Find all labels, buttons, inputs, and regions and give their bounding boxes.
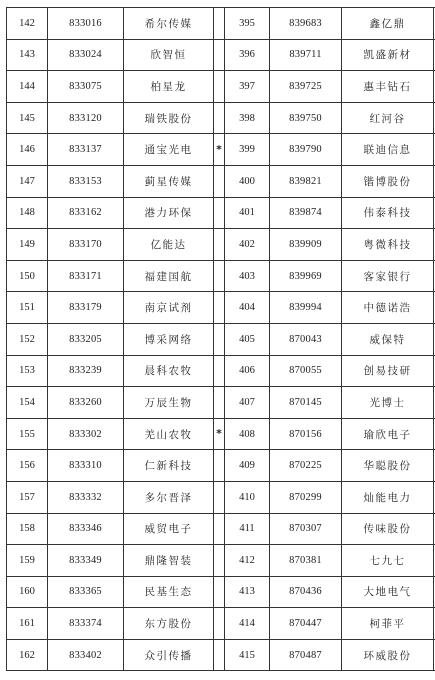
left-serial-number: 152: [7, 323, 48, 355]
right-company-name: 光博士: [342, 387, 434, 419]
table-row: [7, 513, 435, 545]
left-company-name: 多尔晋泽: [124, 481, 214, 513]
right-company-name: 创易技研: [342, 355, 434, 387]
left-stock-code: 833346: [48, 513, 124, 545]
left-company-name: 福建国航: [124, 260, 214, 292]
left-stock-code: 833260: [48, 387, 124, 419]
table-row: [7, 608, 435, 640]
right-company-name: 柯菲平: [342, 608, 434, 640]
left-company-name: 蓟星传媒: [124, 165, 214, 197]
right-serial-number: 395: [225, 8, 270, 40]
left-mark: [214, 71, 225, 103]
left-company-name: 欣智恒: [124, 39, 214, 71]
right-serial-number: 407: [225, 387, 270, 419]
right-serial-number: 408: [225, 418, 270, 450]
right-serial-number: 412: [225, 545, 270, 577]
right-company-name: 中德诺浩: [342, 292, 434, 324]
left-serial-number: 160: [7, 576, 48, 608]
left-company-name: 南京试剂: [124, 292, 214, 324]
left-stock-code: 833239: [48, 355, 124, 387]
right-stock-code: 839909: [270, 229, 342, 261]
left-mark: [214, 197, 225, 229]
table-row: [7, 545, 435, 577]
right-serial-number: 402: [225, 229, 270, 261]
right-stock-code: 870055: [270, 355, 342, 387]
left-mark: [214, 576, 225, 608]
right-company-name: 惠丰钻石: [342, 71, 434, 103]
left-mark: [214, 608, 225, 640]
right-company-name: 环威股份: [342, 639, 434, 671]
left-stock-code: 833332: [48, 481, 124, 513]
left-company-name: 亿能达: [124, 229, 214, 261]
left-mark: [214, 513, 225, 545]
left-mark: [214, 450, 225, 482]
left-mark: [214, 639, 225, 671]
left-serial-number: 148: [7, 197, 48, 229]
left-serial-number: 149: [7, 229, 48, 261]
left-serial-number: 156: [7, 450, 48, 482]
left-company-name: 希尔传媒: [124, 8, 214, 40]
left-serial-number: 158: [7, 513, 48, 545]
right-stock-code: 839683: [270, 8, 342, 40]
right-stock-code: 839969: [270, 260, 342, 292]
table-row: [7, 39, 435, 71]
left-serial-number: 161: [7, 608, 48, 640]
left-stock-code: 833374: [48, 608, 124, 640]
left-company-name: 仁新科技: [124, 450, 214, 482]
left-company-name: 羌山农牧: [124, 418, 214, 450]
right-company-name: 灿能电力: [342, 481, 434, 513]
right-serial-number: 396: [225, 39, 270, 71]
left-stock-code: 833075: [48, 71, 124, 103]
right-serial-number: 403: [225, 260, 270, 292]
table-row: [7, 481, 435, 513]
right-stock-code: 839874: [270, 197, 342, 229]
table-row: [7, 8, 435, 40]
left-company-name: 港力环保: [124, 197, 214, 229]
left-stock-code: 833153: [48, 165, 124, 197]
table-row: [7, 134, 435, 166]
right-stock-code: 870299: [270, 481, 342, 513]
right-company-name: 锴博股份: [342, 165, 434, 197]
left-mark: [214, 387, 225, 419]
left-serial-number: 159: [7, 545, 48, 577]
left-serial-number: 157: [7, 481, 48, 513]
left-mark: [214, 165, 225, 197]
table-row: [7, 71, 435, 103]
left-stock-code: 833302: [48, 418, 124, 450]
left-serial-number: 146: [7, 134, 48, 166]
left-stock-code: 833170: [48, 229, 124, 261]
left-stock-code: 833310: [48, 450, 124, 482]
left-serial-number: 153: [7, 355, 48, 387]
right-stock-code: 839994: [270, 292, 342, 324]
left-serial-number: 143: [7, 39, 48, 71]
right-company-name: 粤微科技: [342, 229, 434, 261]
left-mark: [214, 260, 225, 292]
right-company-name: 伟泰科技: [342, 197, 434, 229]
left-mark: [214, 481, 225, 513]
right-stock-code: 870381: [270, 545, 342, 577]
right-company-name: 瑜欣电子: [342, 418, 434, 450]
left-company-name: 万辰生物: [124, 387, 214, 419]
left-stock-code: 833162: [48, 197, 124, 229]
left-serial-number: 155: [7, 418, 48, 450]
table-row: [7, 450, 435, 482]
right-stock-code: 870156: [270, 418, 342, 450]
right-company-name: 客家银行: [342, 260, 434, 292]
left-serial-number: 147: [7, 165, 48, 197]
left-company-name: 晨科农牧: [124, 355, 214, 387]
right-stock-code: 870447: [270, 608, 342, 640]
left-stock-code: 833349: [48, 545, 124, 577]
right-company-name: 鑫亿鼎: [342, 8, 434, 40]
left-mark: [214, 355, 225, 387]
left-serial-number: 151: [7, 292, 48, 324]
left-company-name: 瑞铁股份: [124, 102, 214, 134]
left-company-name: 威贸电子: [124, 513, 214, 545]
right-serial-number: 411: [225, 513, 270, 545]
right-company-name: 红河谷: [342, 102, 434, 134]
table-row: [7, 576, 435, 608]
right-stock-code: 839821: [270, 165, 342, 197]
left-mark: [214, 102, 225, 134]
left-serial-number: 150: [7, 260, 48, 292]
left-stock-code: 833016: [48, 8, 124, 40]
left-company-name: 柏星龙: [124, 71, 214, 103]
right-stock-code: 839711: [270, 39, 342, 71]
right-serial-number: 404: [225, 292, 270, 324]
table-row: [7, 292, 435, 324]
right-serial-number: 400: [225, 165, 270, 197]
left-stock-code: 833402: [48, 639, 124, 671]
right-serial-number: 414: [225, 608, 270, 640]
right-serial-number: 401: [225, 197, 270, 229]
right-stock-code: 870145: [270, 387, 342, 419]
left-serial-number: 144: [7, 71, 48, 103]
right-serial-number: 398: [225, 102, 270, 134]
table-row: [7, 418, 435, 450]
left-serial-number: 145: [7, 102, 48, 134]
left-mark: [214, 8, 225, 40]
right-stock-code: 839790: [270, 134, 342, 166]
left-mark: [214, 229, 225, 261]
right-company-name: 华聪股份: [342, 450, 434, 482]
left-stock-code: 833120: [48, 102, 124, 134]
left-stock-code: 833171: [48, 260, 124, 292]
left-mark: *: [214, 418, 225, 450]
table-row: [7, 323, 435, 355]
right-serial-number: 397: [225, 71, 270, 103]
right-company-name: 凯盛新材: [342, 39, 434, 71]
right-serial-number: 413: [225, 576, 270, 608]
table-row: [7, 355, 435, 387]
right-stock-code: 870225: [270, 450, 342, 482]
table-body: [7, 8, 435, 671]
table-row: [7, 260, 435, 292]
right-stock-code: 870436: [270, 576, 342, 608]
left-company-name: 民基生态: [124, 576, 214, 608]
left-stock-code: 833024: [48, 39, 124, 71]
right-company-name: 联迪信息: [342, 134, 434, 166]
stock-list-table: [6, 7, 435, 671]
left-stock-code: 833365: [48, 576, 124, 608]
table-row: [7, 229, 435, 261]
right-stock-code: 839725: [270, 71, 342, 103]
left-stock-code: 833205: [48, 323, 124, 355]
left-stock-code: 833137: [48, 134, 124, 166]
table-row: [7, 102, 435, 134]
right-serial-number: 415: [225, 639, 270, 671]
right-serial-number: 409: [225, 450, 270, 482]
left-serial-number: 162: [7, 639, 48, 671]
left-mark: [214, 545, 225, 577]
left-serial-number: 154: [7, 387, 48, 419]
right-stock-code: 870043: [270, 323, 342, 355]
right-serial-number: 406: [225, 355, 270, 387]
left-stock-code: 833179: [48, 292, 124, 324]
left-mark: [214, 292, 225, 324]
right-company-name: 传味股份: [342, 513, 434, 545]
table-row: [7, 165, 435, 197]
left-company-name: 东方股份: [124, 608, 214, 640]
right-stock-code: 870487: [270, 639, 342, 671]
right-company-name: 威保特: [342, 323, 434, 355]
right-serial-number: 399: [225, 134, 270, 166]
right-company-name: 大地电气: [342, 576, 434, 608]
left-company-name: 通宝光电: [124, 134, 214, 166]
left-mark: [214, 39, 225, 71]
table-row: [7, 197, 435, 229]
table-row: [7, 639, 435, 671]
table-row: [7, 387, 435, 419]
right-company-name: 七九七: [342, 545, 434, 577]
left-company-name: 鼎隆智装: [124, 545, 214, 577]
left-company-name: 博采网络: [124, 323, 214, 355]
left-company-name: 众引传播: [124, 639, 214, 671]
left-mark: *: [214, 134, 225, 166]
right-serial-number: 405: [225, 323, 270, 355]
left-mark: [214, 323, 225, 355]
right-serial-number: 410: [225, 481, 270, 513]
right-stock-code: 839750: [270, 102, 342, 134]
left-serial-number: 142: [7, 8, 48, 40]
right-stock-code: 870307: [270, 513, 342, 545]
